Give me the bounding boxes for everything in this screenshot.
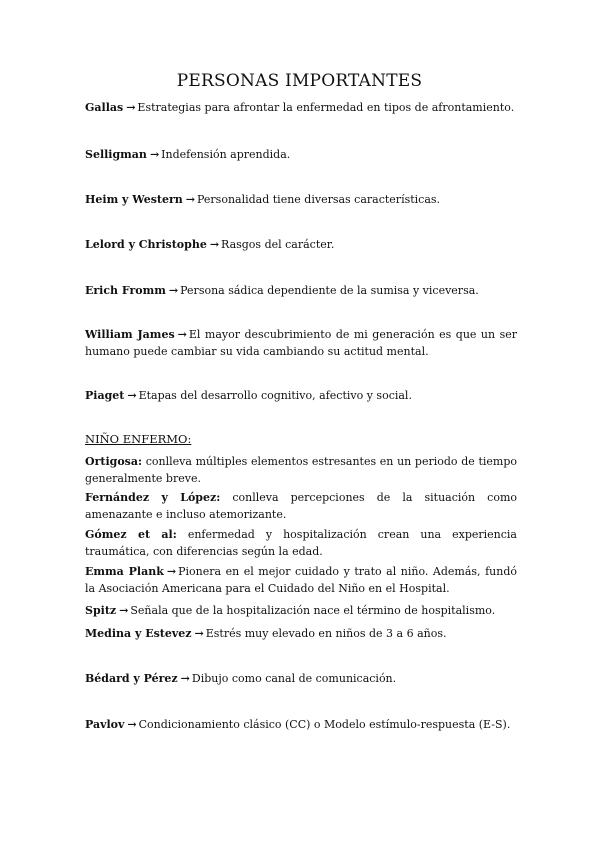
entry-name: Emma Plank xyxy=(85,565,164,578)
entry-name: Gallas xyxy=(85,101,124,114)
entry-ortigosa xyxy=(85,453,517,487)
entry-name: Lelord y Christophe xyxy=(85,238,207,251)
entry-text: Personalidad tiene diversas características. xyxy=(197,193,441,206)
arrow-icon: → xyxy=(166,565,177,578)
arrow-icon: → xyxy=(180,672,190,685)
entry-text: Indefensión aprendida. xyxy=(161,148,291,161)
entry-text: Pionera en el mejor cuidado y trato al niño. Además, fundó la Asociación Americana para el Cuidado del Niño en el Hospital. xyxy=(85,565,517,595)
entry-text: Señala que de la hospitalización nace el término de hospitalismo. xyxy=(130,604,496,617)
entry-spitz xyxy=(85,602,517,619)
entry-name: Spitz xyxy=(85,604,117,617)
entry-text: El mayor descubrimiento de mi generación es que un ser humano puede cambiar su vida cambiando su actitud mental. xyxy=(85,328,517,358)
entry-selligman xyxy=(85,146,517,163)
entry-text: conlleva múltiples elementos estresantes en un periodo de tiempo generalmente breve. xyxy=(85,455,517,485)
entry-piaget xyxy=(85,387,517,404)
entry-name: Gómez et al: xyxy=(85,528,177,541)
arrow-icon: → xyxy=(126,101,136,114)
entry-name: William James xyxy=(85,328,175,341)
arrow-icon: → xyxy=(194,627,204,640)
entry-bedard-perez xyxy=(85,670,517,687)
entry-text: Condicionamiento clásico (CC) o Modelo estímulo-respuesta (E-S). xyxy=(138,718,511,731)
entry-text: Dibujo como canal de comunicación. xyxy=(191,672,397,685)
arrow-icon: → xyxy=(149,148,160,161)
entry-medina-estevez xyxy=(85,625,517,642)
entry-gomez-et-al xyxy=(85,526,517,560)
entry-text: Rasgos del carácter. xyxy=(221,238,335,251)
entry-name: Pavlov xyxy=(85,718,125,731)
section-heading: NIÑO ENFERMO: xyxy=(85,432,192,446)
entry-fernandez-lopez xyxy=(85,489,517,523)
entry-text: Estrategias para afrontar la enfermedad en tipos de afrontamiento. xyxy=(137,101,515,114)
entry-name: Fernández y López: xyxy=(85,491,221,504)
entry-lelord-christophe xyxy=(85,236,517,253)
arrow-icon: → xyxy=(185,193,195,206)
arrow-icon: → xyxy=(168,284,179,297)
entry-text: enfermedad y hospitalización crean una experiencia traumática, con diferencias según la edad. xyxy=(85,528,517,558)
entry-name: Ortigosa: xyxy=(85,455,143,468)
entry-name: Bédard y Pérez xyxy=(85,672,178,685)
entry-gallas xyxy=(85,99,517,116)
arrow-icon: → xyxy=(127,718,137,731)
arrow-icon: → xyxy=(127,389,137,402)
entry-text: Persona sádica dependiente de la sumisa y viceversa. xyxy=(180,284,479,297)
entry-text: conlleva percepciones de la situación como amenazante e incluso atemorizante. xyxy=(85,491,517,521)
page-title: PERSONAS IMPORTANTES xyxy=(176,71,423,91)
entry-emma-plank xyxy=(85,563,517,597)
entry-pavlov xyxy=(85,716,517,733)
entry-name: Piaget xyxy=(85,389,125,402)
entry-william-james xyxy=(85,326,517,360)
entry-erich-fromm xyxy=(85,282,517,299)
arrow-icon: → xyxy=(209,238,220,251)
arrow-icon: → xyxy=(119,604,129,617)
entry-text: Etapas del desarrollo cognitivo, afectivo y social. xyxy=(138,389,412,402)
arrow-icon: → xyxy=(177,328,187,341)
entry-name: Selligman xyxy=(85,148,147,161)
entry-text: Estrés muy elevado en niños de 3 a 6 años. xyxy=(205,627,447,640)
entry-name: Erich Fromm xyxy=(85,284,166,297)
entry-heim-western xyxy=(85,191,517,208)
entry-name: Heim y Western xyxy=(85,193,183,206)
entry-name: Medina y Estevez xyxy=(85,627,192,640)
